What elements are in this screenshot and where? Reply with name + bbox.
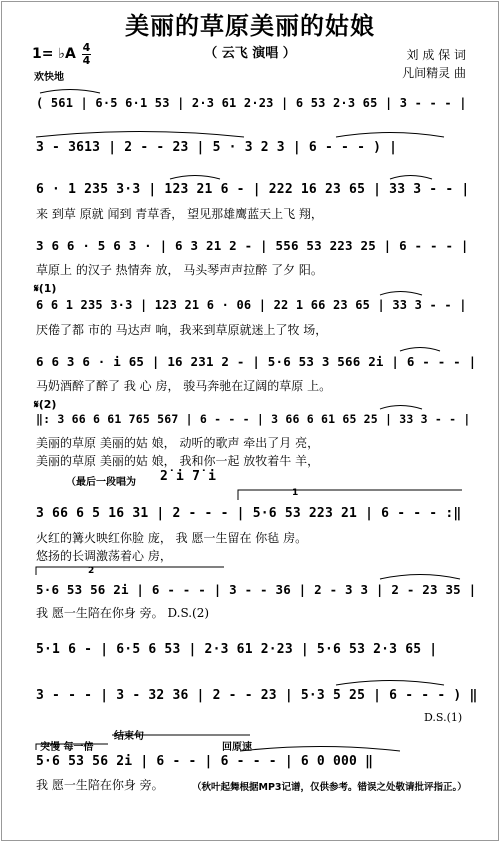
slur	[40, 90, 100, 94]
volta-brackets	[36, 490, 462, 750]
notation-line-3: 6 · 1 235 3·3 | 123 21 6 - | 222 16 23 65 | 33 3 - - |	[36, 182, 470, 197]
ds1-mark: D.S.(1)	[424, 711, 463, 724]
slur	[336, 133, 444, 138]
back-tempo-mark: 回原速	[222, 742, 252, 753]
slur	[240, 747, 400, 752]
lyric-line-6: 美丽的草原 美丽的姑 娘， 我和你一起 放牧着牛 羊，	[36, 454, 320, 468]
last-verse-note: （最后一段唱为	[66, 477, 136, 488]
lyric-line-7: 火红的篝火映红你脸 庞， 我 愿一生留在 你毡 房。	[36, 531, 308, 545]
slur	[400, 348, 440, 352]
tempo-marking: 欢快地	[34, 72, 64, 83]
lyric-line-10: 我 愿一生陪在你身 旁。	[36, 778, 164, 792]
transcription-note: （秋叶起舞根据MP3记谱，仅供参考。错误之处敬请批评指正。）	[192, 782, 467, 793]
end-phrase-mark: 结束句	[114, 731, 144, 742]
composer-credit: 凡间精灵 曲	[402, 66, 466, 80]
volta-2-label: 2	[88, 566, 95, 576]
notation-line-6: 6 6 3 6 · i 65 | 16 231 2 - | 5·6 53 3 566 2i | 6 - - - |	[36, 354, 477, 369]
key-signature: 1= ♭A	[32, 46, 76, 62]
lyric-line-4: 马奶酒醉了醉了 我 心 房， 骏马奔驰在辽阔的草原 上。	[36, 379, 332, 393]
lyric-line-9: 我 愿一生陪在你身 旁。 D.S.(2)	[36, 606, 210, 620]
slur	[170, 176, 220, 180]
last-verse-notes: 2̇ i 7̇ i	[160, 469, 217, 484]
notation-line-4: 3 6 6 · 5 6 3 · | 6 3 21 2 - | 556 53 223 25 | 6 - - - |	[36, 238, 469, 253]
lyric-line-2: 草原上 的汉子 热情奔 放， 马头琴声声拉醉 了夕 阳。	[36, 263, 323, 277]
segno-2-mark: 𝄋(2)	[34, 398, 57, 411]
lyric-line-1: 来 到草 原就 闻到 青草香， 望见那雄鹰蓝天上飞 翔，	[36, 207, 323, 221]
time-signature-bottom: 4	[82, 54, 91, 67]
slur	[390, 176, 432, 180]
slur	[380, 292, 422, 296]
lyric-line-8: 悠扬的长调激荡着心 房，	[36, 549, 172, 563]
time-signature-top: 4	[82, 41, 91, 54]
lyric-line-5: 美丽的草原 美丽的姑 娘， 动听的歌声 牵出了月 亮，	[36, 436, 320, 450]
volta-2-bracket	[36, 567, 224, 575]
volta-1-bracket	[238, 490, 462, 500]
notation-line-1: ( 561 | 6·5 6·1 53 | 2·3 61 2·23 | 6 53 2·3 65 | 3 - - - |	[36, 96, 467, 110]
notation-line-2: 3 - 3613 | 2 - - 23 | 5 · 3 2 3 | 6 - - - ) |	[36, 140, 398, 155]
notation-line-5: 6 6 1 235 3·3 | 123 21 6 · 06 | 22 1 66 23 65 | 33 3 - - |	[36, 298, 467, 312]
notation-line-7: ‖: 3 66 6 61 765 567 | 6 - - - | 3 66 6 61 65 25 | 33 3 - - |	[36, 412, 471, 426]
notation-line-9: 5·6 53 56 2i | 6 - - - | 3 - - 36 | 2 - 3 3 | 2 - 23 35 |	[36, 582, 477, 597]
slurs	[36, 90, 463, 752]
slur	[380, 575, 460, 580]
volta-1-label: 1	[292, 488, 299, 498]
notation-line-12: 5·6 53 56 2i | 6 - - | 6 - - - | 6 0 000 ‖	[36, 754, 374, 769]
notation-line-8: 3 66 6 5 16 31 | 2 - - - | 5·6 53 223 21 | 6 - - - :‖	[36, 506, 462, 521]
lyricist-credit: 刘 成 保 词	[406, 48, 466, 62]
slur	[380, 406, 422, 410]
singer-credit: （ 云飞 演唱 ）	[204, 46, 296, 61]
segno-1-mark: 𝄋(1)	[34, 282, 57, 295]
slur	[336, 681, 444, 686]
slur	[36, 132, 244, 138]
notation-line-10: 5·1 6 - | 6·5 6 53 | 2·3 61 2·23 | 5·6 53 2·3 65 |	[36, 642, 438, 657]
notation-line-11: 3 - - - | 3 - 32 36 | 2 - - 23 | 5·3 5 25 | 6 - - - ) ‖	[36, 688, 478, 703]
sudden-slow-mark: 突慢 每一倍	[40, 742, 94, 753]
sudden-slow-line	[36, 744, 108, 750]
song-title: 美丽的草原美丽的姑娘	[125, 11, 375, 40]
lyric-line-3: 厌倦了都 市的 马达声 响，我来到草原就迷上了牧 场，	[36, 323, 328, 337]
